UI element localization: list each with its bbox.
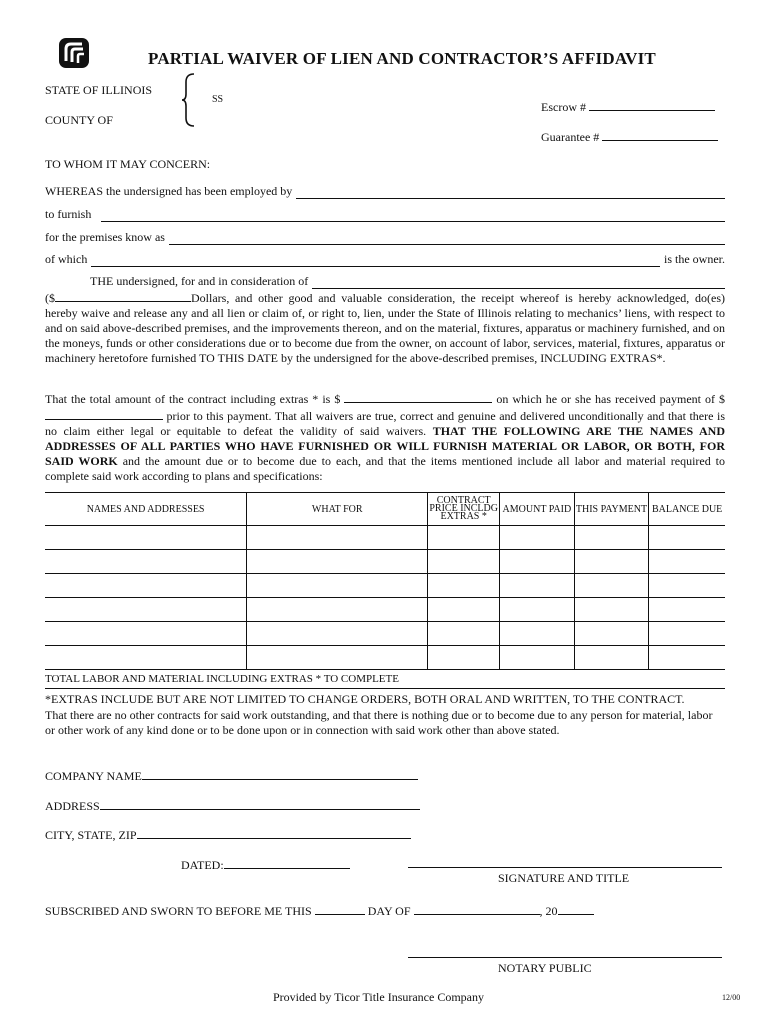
dollar-open: ($ — [45, 291, 55, 305]
table-row[interactable] — [45, 598, 725, 622]
col-balance-due: BALANCE DUE — [649, 493, 725, 526]
furnish-field[interactable] — [45, 207, 725, 222]
day-of-label: DAY OF — [367, 904, 411, 918]
sworn-label: SUBSCRIBED AND SWORN TO BEFORE ME THIS — [45, 904, 312, 918]
state-label: STATE OF ILLINOIS — [45, 83, 153, 97]
parties-heading: THAT THE FOLLOWING ARE THE NAMES AND ADDRESSES OF ALL PARTIES WHO HAVE FURNISHED OR WILL FURNISH MATERIAL OR LABOR, OR BOTH, FOR SAID WORK — [45, 424, 725, 468]
county-label: COUNTY OF — [45, 113, 113, 127]
contract-paragraph — [45, 390, 725, 484]
city-label: CITY, STATE, ZIP — [45, 828, 137, 842]
escrow-field[interactable] — [541, 98, 715, 115]
total-row[interactable] — [45, 670, 725, 689]
table-row[interactable] — [45, 574, 725, 598]
address-field[interactable] — [45, 797, 420, 814]
ss-label: SS — [212, 94, 224, 105]
no-other-contracts: That there are no other contracts for said work outstanding, and that there is nothing due or to become due to any person for material, labor or other work of any kind done or to be done upon or in connection with said work other than above stated. — [45, 708, 713, 737]
of-which-label: of which — [45, 252, 88, 266]
sworn-month-field[interactable] — [414, 902, 540, 915]
dollar-sign: $ — [719, 392, 726, 406]
furnish-label: to furnish — [45, 207, 92, 221]
total-label: TOTAL LABOR AND MATERIAL INCLUDING EXTRAS * TO COMPLETE — [45, 670, 725, 689]
dollars-field[interactable] — [55, 289, 191, 302]
table-row[interactable] — [45, 526, 725, 550]
table-header-row — [45, 493, 725, 526]
sworn-day-field[interactable] — [315, 902, 365, 915]
escrow-label: Escrow # — [541, 100, 586, 114]
page-title: PARTIAL WAIVER OF LIEN AND CONTRACTOR’S AFFIDAVIT — [148, 49, 656, 68]
consideration-field[interactable] — [90, 274, 725, 289]
employed-by-field[interactable] — [45, 184, 725, 199]
parties-table — [45, 492, 725, 689]
extras-note: *EXTRAS INCLUDE BUT ARE NOT LIMITED TO CHANGE ORDERS, BOTH ORAL AND WRITTEN, TO THE CONTRACT. — [45, 692, 685, 706]
salutation: TO WHOM IT MAY CONCERN: — [45, 157, 211, 171]
waiver-text: Dollars, and other good and valuable consideration, the receipt whereof is hereby acknowledged, do(es) hereby waive and release any and all lien or claim of, or right to, lien, under the State of Illinois relating to mechanics’ liens, with respect to and on said above-described premises, and the improvements thereon, and on the material, fixtures, apparatus or machinery furnished, and on the moneys, funds or other considerations due or to become due from the owner, on account of labor, services, material, fixtures, apparatus or machinery heretofore furnished TO THIS DATE by the undersigned for the above-described premises, INCLUDING EXTRAS*. — [45, 291, 725, 365]
col-amount-paid: AMOUNT PAID — [500, 493, 575, 526]
table-row[interactable] — [45, 622, 725, 646]
employed-by-label: WHEREAS the undersigned has been employed by — [45, 184, 293, 198]
company-label: COMPANY NAME — [45, 769, 142, 783]
guarantee-field[interactable] — [541, 128, 718, 145]
dated-label: DATED: — [181, 858, 224, 872]
contract-amount-label: That the total amount of the contract including extras * is $ — [45, 392, 341, 406]
premises-label: for the premises know as — [45, 230, 165, 244]
col-contract-price: CONTRACT PRICE INCLDG EXTRAS * — [428, 493, 500, 526]
waiver-paragraph — [45, 289, 725, 366]
payment-received-label: on which he or she has received payment of — [496, 392, 716, 406]
col-names: NAMES AND ADDRESSES — [45, 493, 247, 526]
items-text: and the amount due or to become due to each, and that the items mentioned include all labor and material required to complete said work according to plans and specifications: — [45, 454, 726, 483]
table-row[interactable] — [45, 646, 725, 670]
owner-suffix: is the owner. — [664, 252, 725, 266]
form-code: 12/00 — [722, 993, 741, 1002]
owner-field[interactable] — [45, 252, 725, 267]
signature-line[interactable] — [408, 867, 722, 868]
col-what-for: WHAT FOR — [247, 493, 428, 526]
payment-received-field[interactable] — [45, 407, 163, 420]
notary-line[interactable] — [408, 957, 722, 958]
table-row[interactable] — [45, 550, 725, 574]
brace-icon — [180, 72, 200, 133]
signature-title-label: SIGNATURE AND TITLE — [498, 871, 630, 885]
sworn-field[interactable] — [45, 902, 594, 919]
dated-field[interactable] — [181, 856, 350, 873]
notary-label: NOTARY PUBLIC — [498, 961, 592, 975]
waivers-text: prior to this payment. That all waivers are true, correct and genuine and delivered unconditionally and that there is no claim either legal or equitable to defeat the validity of said waivers. — [45, 409, 725, 438]
ticor-logo-icon — [58, 37, 90, 74]
provider-text: Provided by Ticor Title Insurance Company — [273, 990, 485, 1004]
guarantee-label: Guarantee # — [541, 130, 600, 144]
col-this-payment: THIS PAYMENT — [574, 493, 649, 526]
city-field[interactable] — [45, 826, 411, 843]
consideration-label: THE undersigned, for and in consideration of — [90, 274, 309, 288]
year-prefix: , 20 — [539, 904, 558, 918]
sworn-year-field[interactable] — [558, 902, 594, 915]
address-label: ADDRESS — [45, 799, 100, 813]
contract-amount-field[interactable] — [344, 390, 492, 403]
company-field[interactable] — [45, 767, 418, 784]
premises-field[interactable] — [45, 230, 725, 245]
